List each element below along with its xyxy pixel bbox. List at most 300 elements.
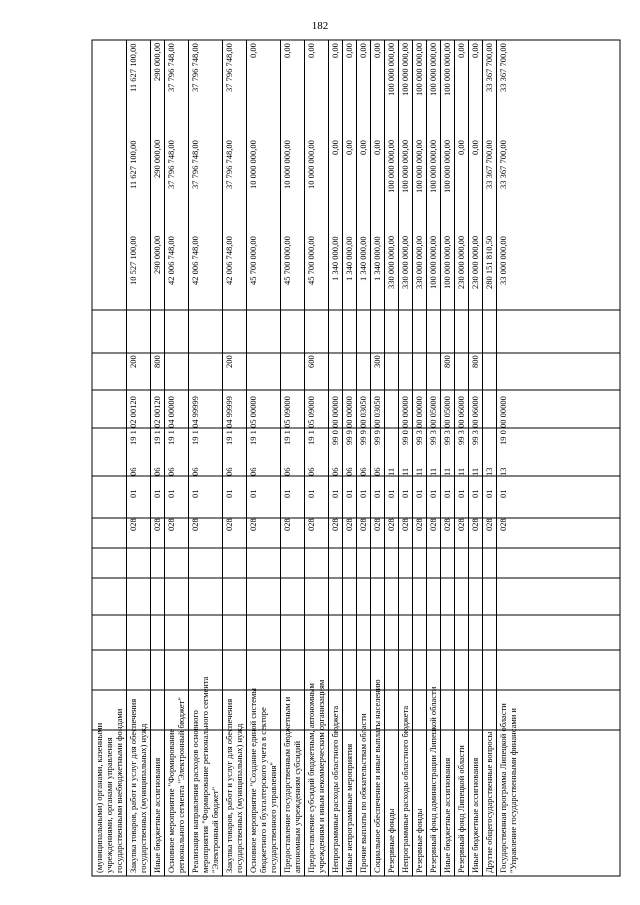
cell-vr [470,346,481,377]
cell-line: 11 [442,467,452,477]
cell-line: 300 [372,355,382,368]
cell-s2 [400,140,411,230]
row-divider [482,40,483,876]
cell-line: 290 000,00 [152,236,162,275]
cell-vr [358,346,369,377]
cell-name [484,548,495,873]
cell-line: 0,00 [358,140,368,155]
cell-line: 028 [306,518,316,532]
cell-ved [224,508,245,542]
cell-line: 99 3 00 06000 [456,396,466,445]
cell-line: 01 [190,489,200,499]
cell-line: 0,00 [470,140,480,155]
cell-pr [498,464,519,480]
cell-csr [428,383,439,458]
cell-line: 0,00 [330,43,340,58]
cell-s3 [306,43,327,134]
cell-name [128,548,149,873]
cell-rz [470,486,481,502]
cell-rz [128,486,149,502]
cell-line: 290 000,00 [152,140,162,179]
cell-line: 01 [282,489,292,499]
cell-line: 37 796 748,00 [224,140,234,189]
cell-s2 [94,140,125,230]
cell-s1 [456,236,467,340]
cell-line: 10 527 100,00 [128,236,138,285]
cell-s2 [152,140,163,230]
cell-ved [190,508,221,542]
cell-line: 99 3 00 00000 [414,396,424,445]
cell-csr [344,383,355,458]
cell-line: учреждениями, органами управления [104,737,114,873]
cell-s3 [386,43,397,134]
cell-pr [248,464,279,480]
cell-ved [330,508,341,542]
row-divider [328,40,329,876]
cell-line: мероприятия "Формирование регионального сегмента [200,676,210,873]
cell-s2 [386,140,397,230]
cell-line: 100 000 000,00 [386,140,396,194]
cell-name [306,548,327,873]
cell-line: 13 [498,467,508,477]
cell-s1 [330,236,341,340]
cell-csr [456,383,467,458]
cell-vr [414,346,425,377]
cell-name [94,548,125,873]
cell-line: 11 627 100,00 [128,140,138,189]
cell-csr [358,383,369,458]
cell-line: 200 [224,355,234,368]
cell-s2 [248,140,279,230]
cell-line: 10 000 000,00 [306,140,316,189]
cell-line: автономным учреждениям субсидий [292,740,302,873]
cell-line: 028 [442,518,452,532]
cell-s3 [166,43,187,134]
cell-line: 11 [470,467,480,477]
cell-line: 99 9 00 03050 [358,396,368,445]
cell-line: 99 3 00 05000 [442,396,452,445]
cell-vr [428,346,439,377]
cell-line: Предоставление субсидий бюджетным, автономным [306,683,316,873]
cell-vr [400,346,411,377]
cell-name [190,548,221,873]
cell-line: 330 000 000,00 [400,236,410,290]
cell-s2 [344,140,355,230]
cell-pr [306,464,327,480]
cell-line: 0,00 [358,43,368,58]
cell-line: 06 [358,467,368,477]
row-divider [398,40,399,876]
cell-name [248,548,279,873]
cell-rz [306,486,327,502]
cell-s3 [470,43,481,134]
cell-line: 19 1 05 09000 [282,396,292,445]
cell-line: 280 151 810,50 [484,236,494,290]
cell-line: 13 [484,467,494,477]
cell-line: 42 006 748,00 [166,236,176,285]
row-divider [440,40,441,876]
cell-line: 06 [190,467,200,477]
cell-s2 [306,140,327,230]
cell-line: 01 [456,489,466,499]
cell-pr [442,464,453,480]
cell-vr [166,346,187,377]
cell-pr [128,464,149,480]
cell-csr [372,383,383,458]
cell-s1 [306,236,327,340]
cell-name [414,548,425,873]
cell-csr [248,383,279,458]
cell-pr [282,464,303,480]
row-divider [188,40,189,876]
cell-line: учреждениям и иным некоммерческим организациям [316,679,326,873]
cell-line: Иные непрограммные мероприятия [344,743,354,873]
row-divider [246,40,247,876]
cell-rz [330,486,341,502]
cell-s3 [442,43,453,134]
cell-csr [386,383,397,458]
cell-pr [372,464,383,480]
cell-line: 028 [470,518,480,532]
cell-rz [282,486,303,502]
cell-ved [484,508,495,542]
cell-csr [190,383,221,458]
cell-name [498,548,519,873]
cell-line: 01 [386,489,396,499]
cell-line: Реализация направления расходов основного [190,710,200,873]
cell-line: 11 [428,467,438,477]
cell-line: 33 367 700,00 [498,140,508,189]
cell-s3 [428,43,439,134]
cell-vr [498,346,519,377]
cell-ved [166,508,187,542]
cell-vr [484,346,495,377]
cell-line: 37 796 748,00 [190,140,200,189]
cell-s3 [414,43,425,134]
cell-csr [166,383,187,458]
row-divider [468,40,469,876]
cell-s3 [484,43,495,134]
cell-line: 0,00 [456,140,466,155]
cell-name [456,548,467,873]
cell-s1 [386,236,397,340]
cell-line: 01 [306,489,316,499]
cell-line: 06 [152,467,162,477]
cell-ved [306,508,327,542]
cell-line: 290 000,00 [152,43,162,82]
cell-s1 [372,236,383,340]
cell-name [470,548,481,873]
cell-line: 330 000 000,00 [414,236,424,290]
cell-s1 [470,236,481,340]
cell-s2 [282,140,303,230]
cell-line: 330 000 000,00 [386,236,396,290]
cell-vr [128,346,149,377]
cell-s3 [358,43,369,134]
cell-vr [248,346,279,377]
cell-line: 100 000 000,00 [414,43,424,97]
cell-pr [224,464,245,480]
cell-pr [484,464,495,480]
cell-line: 37 796 748,00 [224,43,234,92]
cell-line: 33 367 700,00 [498,43,508,92]
cell-csr [484,383,495,458]
cell-line: 1 340 000,00 [372,236,382,281]
cell-s3 [330,43,341,134]
cell-name [400,548,411,873]
cell-line: (муниципальными) органами, казенными [94,722,104,873]
cell-line: 45 700 000,00 [248,236,258,285]
cell-line: 01 [442,489,452,499]
cell-line: 800 [442,355,452,368]
cell-name [344,548,355,873]
cell-line: 01 [470,489,480,499]
cell-name [330,548,341,873]
cell-s1 [428,236,439,340]
cell-line: 028 [224,518,234,532]
cell-line: 0,00 [470,43,480,58]
cell-rz [94,486,125,502]
row-divider [280,40,281,876]
cell-s1 [152,236,163,340]
cell-line: 230 000 000,00 [456,236,466,290]
cell-line: 100 000 000,00 [428,140,438,194]
cell-csr [414,383,425,458]
cell-line: 0,00 [306,43,316,58]
cell-s1 [94,236,125,340]
cell-csr [152,383,163,458]
cell-line: 0,00 [344,140,354,155]
cell-s2 [128,140,149,230]
cell-line: 028 [498,518,508,532]
cell-line: 42 006 748,00 [224,236,234,285]
cell-s1 [224,236,245,340]
cell-line: 01 [248,489,258,499]
cell-line: 06 [344,467,354,477]
cell-rz [456,486,467,502]
cell-name [224,548,245,873]
cell-ved [470,508,481,542]
cell-line: Иные бюджетные ассигнования [442,757,452,873]
cell-line: 600 [306,355,316,368]
cell-pr [94,464,125,480]
cell-line: регионального сегмента "Электронный бюджет" [176,697,186,873]
cell-s2 [428,140,439,230]
cell-line: 028 [152,518,162,532]
cell-line: 0,00 [248,43,258,58]
cell-line: 0,00 [456,43,466,58]
cell-line: Прочие выплаты по обязательствам области [358,713,368,873]
cell-line: Государственная программа Липецкой области [498,703,508,873]
cell-line: 800 [152,355,162,368]
cell-s1 [442,236,453,340]
cell-line: государственными внебюджетными фондами [114,708,124,873]
cell-line: 06 [166,467,176,477]
cell-ved [248,508,279,542]
cell-ved [400,508,411,542]
cell-line: 33 367 700,00 [484,43,494,92]
row-divider [356,40,357,876]
cell-line: 100 000 000,00 [442,236,452,290]
cell-rz [414,486,425,502]
cell-line: 028 [400,518,410,532]
cell-s3 [190,43,221,134]
cell-csr [224,383,245,458]
cell-name [152,548,163,873]
cell-line: 028 [386,518,396,532]
cell-pr [428,464,439,480]
cell-line: 028 [428,518,438,532]
cell-line: 11 [414,467,424,477]
cell-line: 01 [414,489,424,499]
cell-line: 19 0 00 00000 [498,396,508,445]
cell-s3 [456,43,467,134]
cell-line: 100 000 000,00 [442,43,452,97]
cell-line: 0,00 [330,140,340,155]
cell-ved [344,508,355,542]
cell-line: 11 [386,467,396,477]
cell-s1 [498,236,519,340]
cell-s1 [414,236,425,340]
cell-line: 0,00 [282,43,292,58]
cell-line: государственных (муниципальных) нужд [138,723,148,873]
cell-vr [330,346,341,377]
cell-s1 [358,236,369,340]
cell-vr [282,346,303,377]
cell-s3 [372,43,383,134]
cell-rz [442,486,453,502]
cell-pr [190,464,221,480]
cell-line: 01 [484,489,494,499]
cell-pr [456,464,467,480]
cell-line: 99 3 00 06000 [470,396,480,445]
cell-line: 0,00 [372,140,382,155]
cell-line: 01 [344,489,354,499]
cell-ved [498,508,519,542]
cell-s2 [190,140,221,230]
cell-s3 [282,43,303,134]
cell-s2 [414,140,425,230]
cell-line: 01 [358,489,368,499]
cell-s3 [498,43,519,134]
cell-s3 [128,43,149,134]
cell-line: 06 [282,467,292,477]
cell-ved [282,508,303,542]
cell-line: 100 000 000,00 [414,140,424,194]
cell-line: 11 [456,467,466,477]
cell-csr [128,383,149,458]
cell-line: 0,00 [344,43,354,58]
cell-line: Резервные фонды [414,808,424,873]
cell-line: 028 [282,518,292,532]
cell-name [442,548,453,873]
cell-line: Резервный фонд Липецкой области [456,745,466,873]
row-divider [370,40,371,876]
cell-line: 01 [330,489,340,499]
cell-line: 100 000 000,00 [428,236,438,290]
cell-ved [386,508,397,542]
row-divider [496,40,497,876]
cell-line: 99 0 00 00000 [330,396,340,445]
cell-s2 [166,140,187,230]
cell-s3 [248,43,279,134]
cell-vr [386,346,397,377]
cell-line: 028 [358,518,368,532]
cell-vr [190,346,221,377]
cell-vr [456,346,467,377]
cell-line: 1 340 000,00 [344,236,354,281]
cell-ved [152,508,163,542]
row-divider [126,40,127,876]
cell-s3 [152,43,163,134]
cell-line: Основное мероприятие "Формирование [166,728,176,873]
cell-rz [190,486,221,502]
cell-line: 42 006 748,00 [190,236,200,285]
cell-line: 028 [414,518,424,532]
cell-rz [224,486,245,502]
cell-ved [442,508,453,542]
cell-s2 [484,140,495,230]
cell-rz [386,486,397,502]
row-divider [342,40,343,876]
cell-s3 [344,43,355,134]
cell-name [372,548,383,873]
cell-line: 06 [128,467,138,477]
cell-rz [166,486,187,502]
cell-pr [166,464,187,480]
cell-line: 99 9 00 00000 [344,396,354,445]
cell-line: Закупка товаров, работ и услуг для обеспечения [128,698,138,873]
cell-csr [306,383,327,458]
cell-line: 01 [372,489,382,499]
cell-s2 [330,140,341,230]
cell-vr [442,346,453,377]
cell-s1 [484,236,495,340]
cell-s1 [282,236,303,340]
cell-name [386,548,397,873]
cell-s1 [190,236,221,340]
cell-line: 1 340 000,00 [358,236,368,281]
cell-line: Резервные фонды [386,808,396,873]
cell-line: 06 [248,467,258,477]
cell-line: 100 000 000,00 [400,140,410,194]
cell-line: 028 [190,518,200,532]
cell-line: 06 [306,467,316,477]
cell-line: 19 1 05 00000 [248,396,258,445]
cell-rz [248,486,279,502]
cell-name [166,548,187,873]
cell-line: 45 700 000,00 [306,236,316,285]
cell-s3 [224,43,245,134]
cell-line: 0,00 [372,43,382,58]
cell-csr [442,383,453,458]
cell-csr [94,383,125,458]
row-divider [150,40,151,876]
cell-line: 06 [330,467,340,477]
cell-line: Основное мероприятие "Создание единой системы [248,688,258,873]
cell-ved [428,508,439,542]
cell-line: 19 1 04 99999 [224,396,234,445]
cell-pr [414,464,425,480]
cell-rz [372,486,383,502]
row-divider [164,40,165,876]
cell-pr [400,464,411,480]
cell-vr [306,346,327,377]
cell-line: 19 1 04 00000 [166,396,176,445]
cell-line: 37 796 748,00 [190,43,200,92]
cell-line: 99 3 00 05000 [428,396,438,445]
cell-line: 01 [428,489,438,499]
